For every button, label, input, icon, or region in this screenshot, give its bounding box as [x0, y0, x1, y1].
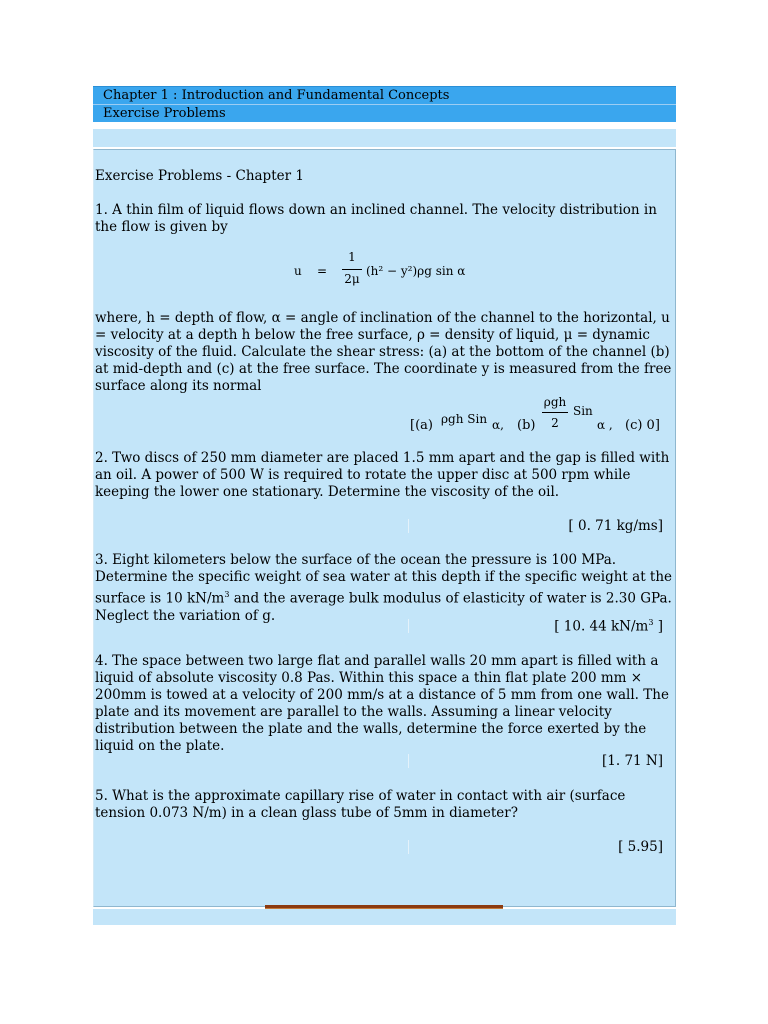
section-title-bar	[93, 104, 676, 122]
horizontal-rule	[265, 905, 503, 909]
answer-b-numerator: ρgh	[543, 395, 567, 409]
separator	[408, 754, 409, 768]
problem-1-definitions: where, h = depth of flow, α = angle of inclination of the channel to the horizontal, u = velocity at a depth h below the free surface, ρ = density of liquid, μ = dynamic viscosity of the fluid. Calculate the shear stress: (a) at the bottom of the channel (b) at mid-depth and (c) at the free surface. The coordinate y is measured from the free surface along its normal	[95, 310, 672, 394]
answer-c: (c) 0]	[625, 418, 660, 433]
problem-2-answer: [ 0. 71 kg/ms]	[568, 518, 663, 534]
spacer-band	[93, 129, 676, 147]
answer-b-alpha: α ,	[597, 418, 613, 432]
formula-numerator: 1	[348, 250, 356, 264]
problem-3-text: 3. Eight kilometers below the surface of the ocean the pressure is 100 MPa. Determine the specific weight of sea water at this depth if the specific weight at the surface is 10 $kN/m^3$ and the average bulk modulus of elasticity of water is 2.30 GPa. Neglect the variation of g.	[95, 552, 673, 624]
formula-body: (h² − y²)ρg sin α	[366, 264, 466, 278]
problem-4-text: 4. The space between two large flat and parallel walls 20 mm apart is filled with a liquid of absolute viscosity 0.8 Pas. Within this space a thin flat plate 200 mm × 200mm is towed at a velocity of 200 mm/s at a distance of 5 mm from one wall. The plate and its movement are parallel to the walls. Assuming a linear velocity distribution between the plate and the walls, determine the force exerted by the liquid on the plate.	[95, 653, 669, 754]
problem-2-text: 2. Two discs of 250 mm diameter are placed 1.5 mm apart and the gap is filled with an oil. A power of 500 W is required to rotate the upper disc at 500 rpm while keeping the lower one stationary. Determine the viscosity of the oil.	[95, 450, 670, 500]
problem-3-answer: [ 10. 44 $kN/m^3$ ]	[554, 618, 663, 635]
formula-fraction-line	[342, 269, 362, 270]
chapter-title: Chapter 1 : Introduction and Fundamental Concepts	[103, 88, 450, 103]
answer-b-sin: Sin	[573, 404, 593, 418]
answer-b-fraction-line	[542, 412, 568, 413]
answer-b-denominator: 2	[551, 416, 559, 430]
footer-band	[93, 909, 676, 925]
document-page	[93, 86, 676, 925]
separator	[408, 840, 409, 854]
problem-1-text: 1. A thin film of liquid flows down an inclined channel. The velocity distribution in the flow is given by	[95, 202, 657, 235]
separator	[408, 619, 409, 633]
problem-5-answer: [ 5.95]	[618, 839, 663, 855]
chapter-title-bar	[93, 86, 676, 104]
answer-a-label: [(a)	[410, 418, 433, 433]
content-panel	[93, 149, 676, 907]
formula-lhs: u	[294, 264, 302, 278]
answer-a-expr: ρgh Sin	[441, 412, 488, 426]
answer-a-alpha: α,	[492, 418, 504, 432]
content-heading: Exercise Problems - Chapter 1	[95, 168, 304, 184]
formula-equals: =	[317, 264, 328, 278]
problem-5-text: 5. What is the approximate capillary rise of water in contact with air (surface tension 0.073 N/m) in a clean glass tube of 5mm in diameter?	[95, 788, 626, 821]
answer-b-label: (b)	[517, 418, 536, 433]
formula-denominator: 2μ	[344, 272, 360, 286]
problem-4-answer: [1. 71 N]	[602, 753, 663, 769]
section-title: Exercise Problems	[103, 106, 226, 121]
separator	[408, 519, 409, 533]
